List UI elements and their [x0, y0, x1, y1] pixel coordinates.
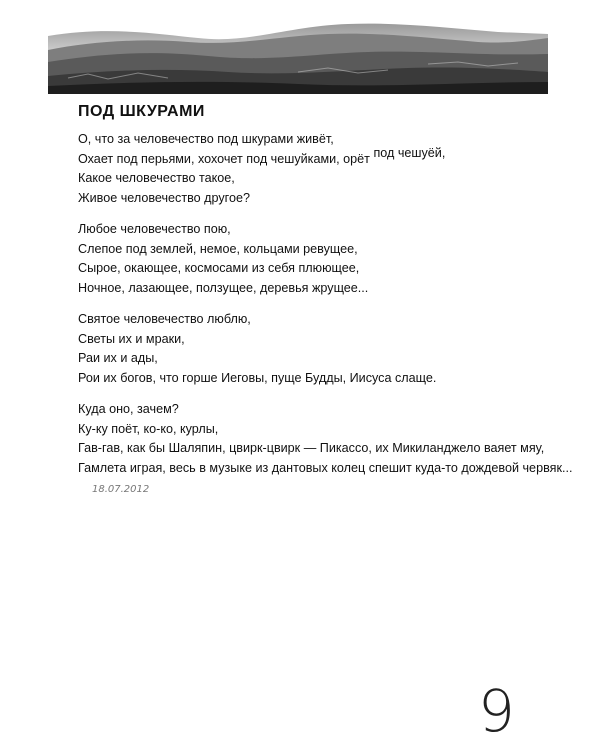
poem-line: Гав-гав, как бы Шаляпин, цвирк-цвирк — Пикассо, их Микиланджело ваяет мяу, [78, 441, 545, 456]
poem-line: Любое человечество пою, [78, 222, 231, 236]
poem-line: Сырое, окающее, космосами из себя плюющее, [78, 261, 360, 276]
poem-line-text: Охает под перьями, хохочет под чешуйками, орёт [78, 151, 370, 166]
stanza-1 [78, 130, 445, 208]
poem-line: Светы их и мраки, [78, 331, 185, 346]
page-number: 9 [478, 677, 515, 745]
poem-line: Ночное, лазающее, ползущее, деревья жрущее... [78, 280, 369, 295]
poem-line [78, 145, 446, 170]
poem-line-raised-text: под чешуёй, [373, 145, 446, 160]
poem-line: Гамлета играя, весь в музыке из дантовых колец спешит куда-то дождевой червяк... [78, 460, 573, 475]
poem-line: Рои их богов, что горше Иеговы, пуще Будды, Иисуса слаще. [78, 370, 437, 385]
poem-line: Раи их и ады, [78, 351, 158, 366]
stanza-2 [78, 220, 368, 298]
poem-date: 18.07.2012 [92, 484, 150, 495]
poem-line: Живое человечество другое? [78, 190, 251, 205]
poem-line: Куда оно, зачем? [78, 402, 179, 416]
poem-line: О, что за человечество под шкурами живёт, [78, 132, 334, 146]
poem-line: Святое человечество люблю, [78, 312, 251, 326]
poem-title: ПОД ШКУРАМИ [78, 103, 205, 120]
poem-line: Ку-ку поёт, ко-ко, курлы, [78, 421, 219, 436]
stanza-4 [78, 400, 572, 478]
landscape-banner-image [48, 16, 548, 94]
stanza-3 [78, 310, 436, 388]
poem-line: Какое человечество такое, [78, 171, 235, 186]
poem-line: Слепое под землей, немое, кольцами ревущее, [78, 241, 358, 256]
